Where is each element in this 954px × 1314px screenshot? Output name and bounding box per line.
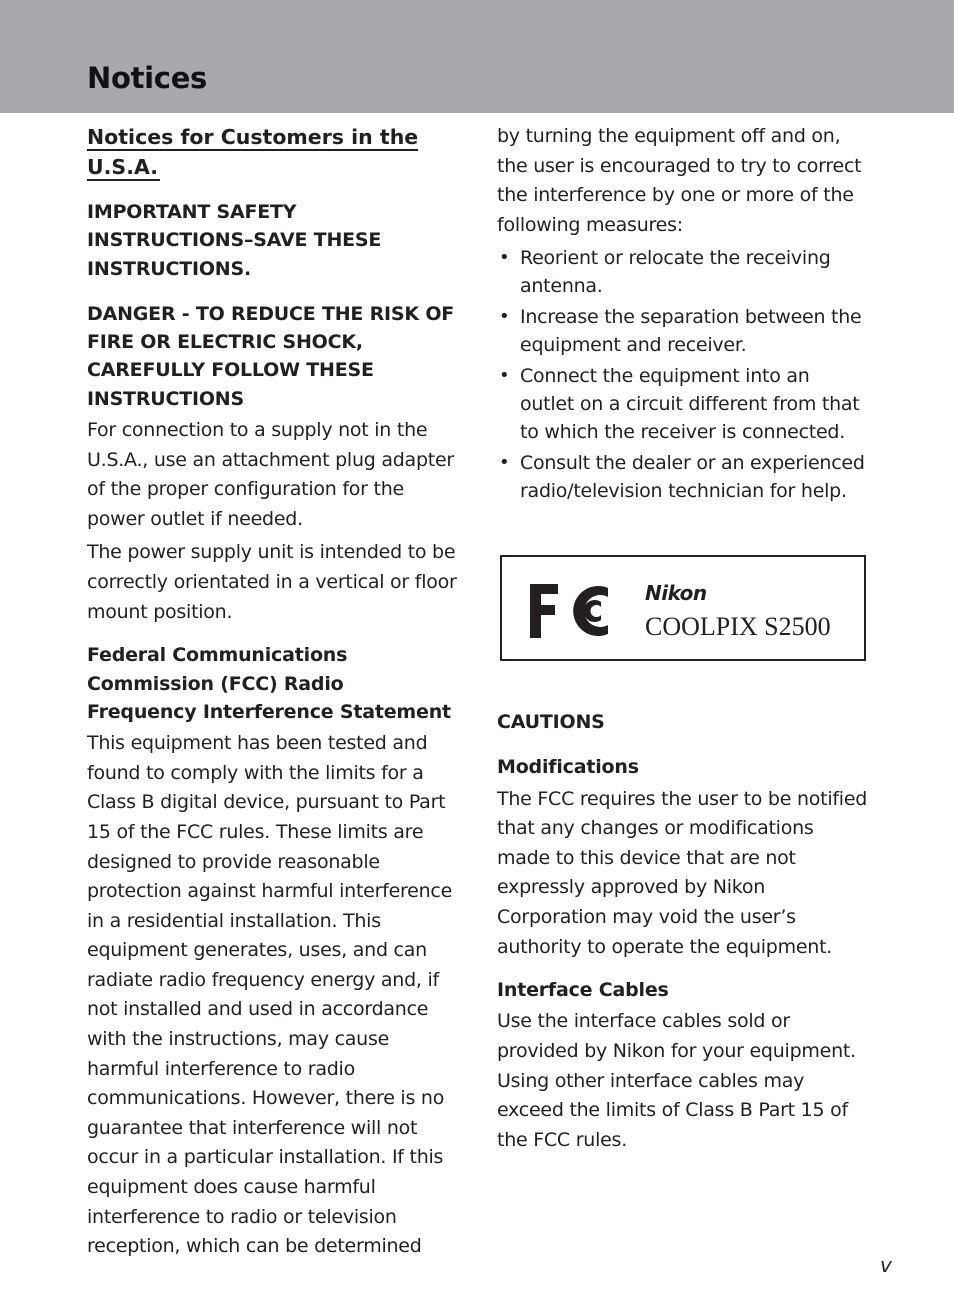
section-title — [87, 122, 459, 182]
cautions-heading: CAUTIONS — [497, 711, 605, 733]
fcc-heading: Federal Communications Commission (FCC) Radio Frequency Interference Statement — [87, 644, 451, 723]
measures-list — [497, 244, 869, 505]
list-item — [497, 303, 869, 359]
page-number: v — [880, 1253, 892, 1277]
list-item — [497, 362, 869, 446]
left-column — [87, 122, 459, 1266]
bullet-icon: • — [499, 365, 510, 387]
fcc-logo-icon — [528, 582, 610, 640]
fcc-label-box — [500, 555, 866, 661]
interface-cables-heading: Interface Cables — [497, 979, 669, 1002]
fcc-paragraph: This equipment has been tested and found to comply with the limits for a Class B digital device, pursuant to Part 15 of the FCC rules. These limits are designed to provide reasonable protection against harmful interference in a residential installation. This equipment generates, uses, and can radiate radio frequency energy and, if not installed and used in accordance with the instructions, may cause harmful interference to radio communications. However, there is no guarantee that interference will not occur in a particular installation. If this equipment does cause harmful interference to radio or television reception, which can be determined — [87, 732, 453, 1258]
right-column — [497, 122, 869, 508]
safety-heading: IMPORTANT SAFETY INSTRUCTIONS–SAVE THESE INSTRUCTIONS. — [87, 201, 382, 280]
list-item-text: Reorient or relocate the receiving antenna. — [520, 247, 831, 298]
modifications-paragraph: The FCC requires the user to be notified that any changes or modifications made to this device that are not expressly approved by Nikon Corporation may void the user’s authority to operate the equipment. — [497, 787, 868, 958]
list-item-text: Consult the dealer or an experienced radio/television technician for help. — [520, 452, 865, 503]
supply-paragraph: For connection to a supply not in the U.S.A., use an attachment plug adapter of the proper configuration for the power outlet if needed. — [87, 419, 454, 530]
cautions-section — [497, 708, 869, 1159]
orientation-paragraph: The power supply unit is intended to be correctly orientated in a vertical or floor mount position. — [87, 541, 457, 623]
model-name: COOLPIX S2500 — [645, 612, 831, 641]
bullet-icon: • — [499, 452, 510, 474]
section-title-text: Notices for Customers in the U.S.A. — [87, 125, 419, 179]
list-item — [497, 244, 869, 300]
interface-cables-paragraph: Use the interface cables sold or provided by Nikon for your equipment. Using other interface cables may exceed the limits of Class B Part 15 of the FCC rules. — [497, 1010, 856, 1151]
list-item-text: Increase the separation between the equipment and receiver. — [520, 306, 862, 357]
continued-paragraph: by turning the equipment off and on, the user is encouraged to try to correct the interference by one or more of the following measures: — [497, 125, 862, 236]
list-item — [497, 449, 869, 505]
bullet-icon: • — [499, 306, 510, 328]
nikon-logo: Nikon — [645, 581, 707, 605]
danger-heading: DANGER - TO REDUCE THE RISK OF FIRE OR ELECTRIC SHOCK, CAREFULLY FOLLOW THESE INSTRUCTIONS — [87, 302, 455, 410]
modifications-heading: Modifications — [497, 756, 639, 779]
bullet-icon: • — [499, 247, 510, 269]
list-item-text: Connect the equipment into an outlet on a circuit different from that to which the receiver is connected. — [520, 365, 860, 444]
page-title: Notices — [87, 61, 208, 95]
